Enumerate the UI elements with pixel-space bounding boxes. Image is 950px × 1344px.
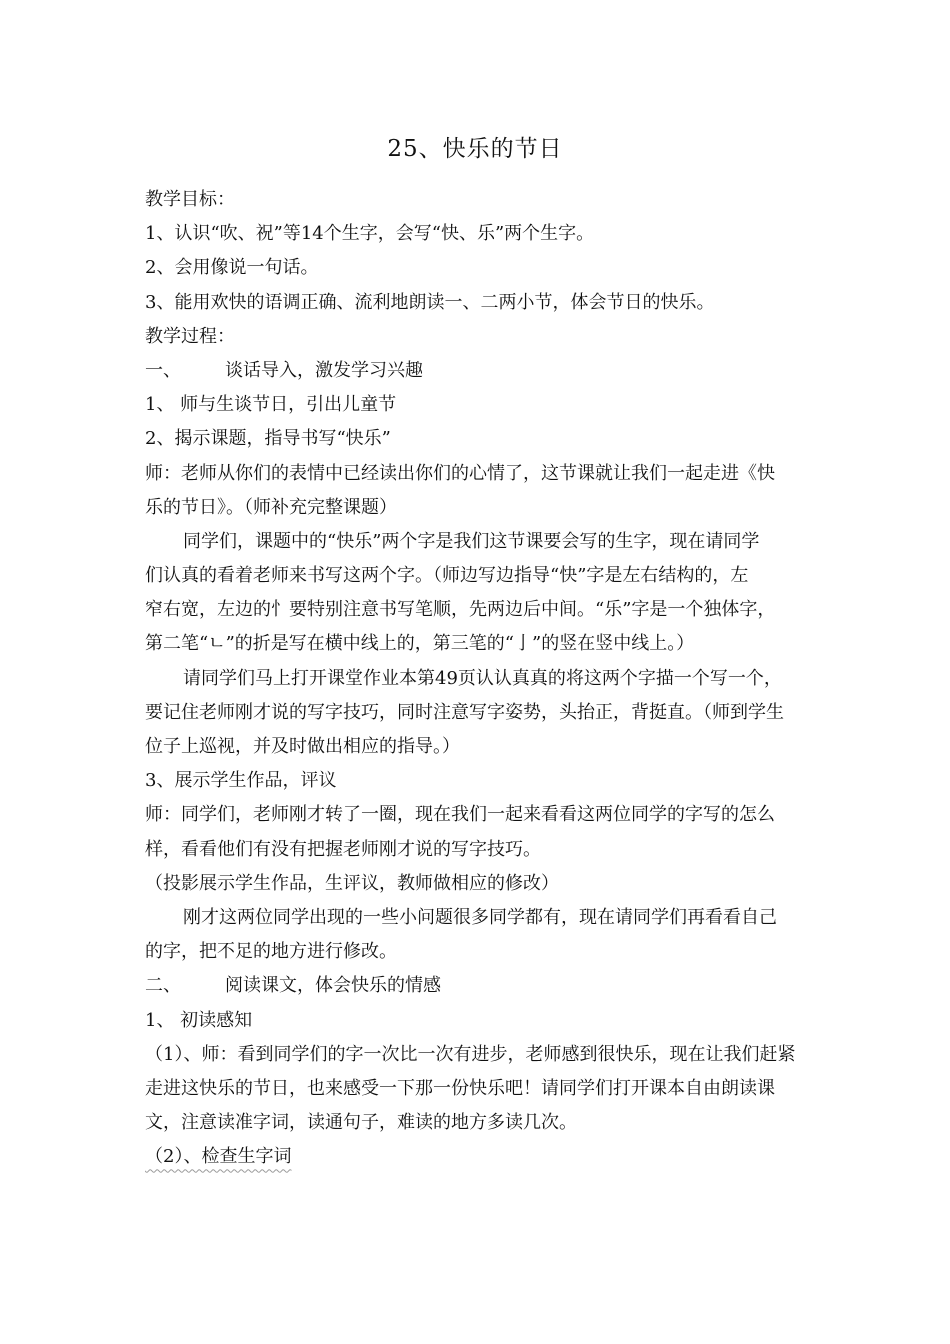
paragraph-line: 的字，把不足的地方进行修改。 xyxy=(145,941,397,963)
paragraph-line: 们认真的看着老师来书写这两个字。（师边写边指导“快”字是左右结构的，左 xyxy=(145,565,749,587)
paragraph-line: 走进这快乐的节日，也来感受一下那一份快乐吧！请同学们打开课本自由朗读课 xyxy=(145,1077,775,1099)
step-1-1: 1、 师与生谈节日，引出儿童节 xyxy=(145,394,397,416)
paragraph-line: （1）、师：看到同学们的字一次比一次有进步，老师感到很快乐，现在让我们赶紧 xyxy=(145,1043,796,1065)
paragraph-line: 文，注意读准字词，读通句子，难读的地方多读几次。 xyxy=(145,1112,577,1134)
paragraph-line: 要记住老师刚才说的写字技巧，同时注意写字姿势，头抬正，背挺直。（师到学生 xyxy=(145,701,784,723)
part-two-number: 二、 xyxy=(145,975,181,997)
step-1-3: 3、展示学生作品，评议 xyxy=(145,770,337,792)
part-two-heading xyxy=(145,969,810,1003)
paragraph-line: 同学们，课题中的“快乐”两个字是我们这节课要会写的生字，现在请同学 xyxy=(183,530,760,552)
paragraph-line: 乐的节日》。（师补充完整课题） xyxy=(145,496,397,518)
paragraph-line: 第二笔“ㄴ”的折是写在横中线上的，第三笔的“亅”的竖在竖中线上。） xyxy=(145,633,695,655)
goal-item-3: 3、能用欢快的语调正确、流利地朗读一、二两小节，体会节日的快乐。 xyxy=(145,291,715,313)
part-one-heading xyxy=(145,354,810,388)
step-2-1-2 xyxy=(145,1140,810,1174)
step-2-1-2-text: （2）、检查生字词 xyxy=(145,1146,292,1168)
paragraph-line: 窄右宽，左边的忄要特别注意书写笔顺，先两边后中间。“乐”字是一个独体字， xyxy=(145,599,776,621)
paragraph-line: 师：老师从你们的表情中已经读出你们的心情了，这节课就让我们一起走进《快 xyxy=(145,462,775,484)
goal-item-1: 1、认识“吹、祝”等14个生字，会写“快、乐”两个生字。 xyxy=(145,223,595,245)
section-heading-goals: 教学目标： xyxy=(145,189,235,210)
step-2-1: 1、 初读感知 xyxy=(145,1009,253,1031)
paragraph-line: 师：同学们，老师刚才转了一圈，现在我们一起来看看这两位同学的字写的怎么 xyxy=(145,804,775,826)
document-title: 25、快乐的节日 xyxy=(387,136,563,162)
paragraph-line: 样，看看他们有没有把握老师刚才说的写字技巧。 xyxy=(145,838,541,860)
part-one-title: 谈话导入，激发学习兴趣 xyxy=(225,359,423,381)
step-1-2: 2、揭示课题，指导书写“快乐” xyxy=(145,428,391,450)
paragraph-line: 位子上巡视，并及时做出相应的指导。） xyxy=(145,736,460,757)
paragraph-line: （投影展示学生作品，生评议，教师做相应的修改） xyxy=(145,872,559,894)
document-body xyxy=(145,183,810,1174)
part-one-number: 一、 xyxy=(145,359,181,381)
part-two-title: 阅读课文，体会快乐的情感 xyxy=(225,975,441,997)
paragraph-line: 请同学们马上打开课堂作业本第49页认认真真的将这两个字描一个写一个， xyxy=(183,667,782,689)
paragraph-line: 刚才这两位同学出现的一些小问题很多同学都有，现在请同学们再看看自己 xyxy=(183,906,777,928)
goal-item-2: 2、会用像说一句话。 xyxy=(145,257,319,279)
section-heading-process: 教学过程： xyxy=(145,325,235,347)
